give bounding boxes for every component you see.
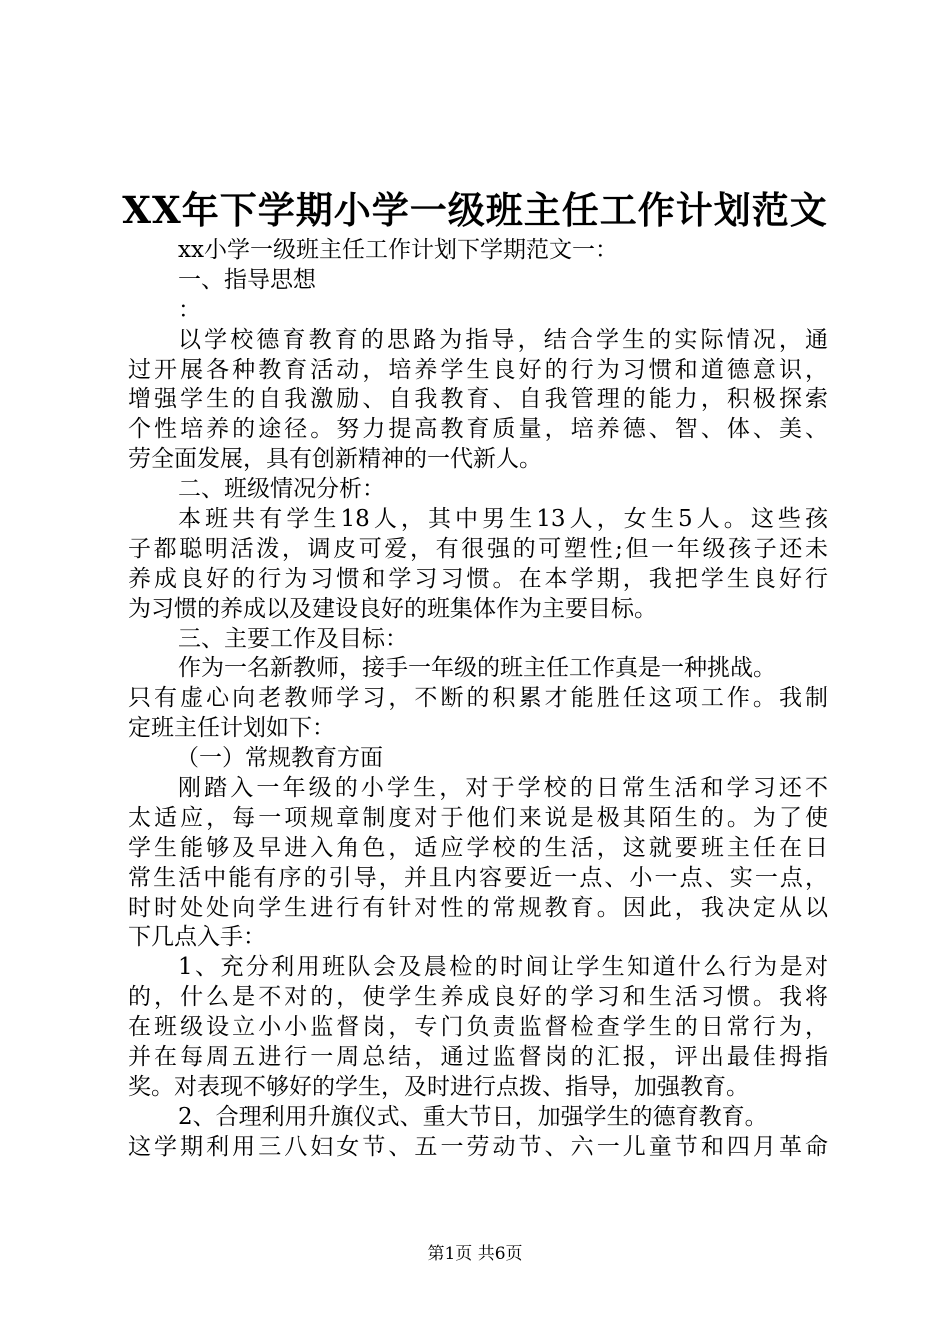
text-line: 1、充分利用班队会及晨检的时间让学生知道什么行为是对	[178, 954, 828, 981]
text-line: 在班级设立小小监督岗，专门负责监督检查学生的日常行为，	[128, 1014, 828, 1041]
document-title: XX年下学期小学一级班主任工作计划范文	[122, 188, 828, 232]
text-line: 学生能够及早进入角色，适应学校的生活，这就要班主任在日	[128, 834, 828, 861]
text-line: 下几点入手：	[128, 924, 266, 951]
text-line: 过开展各种教育活动，培养学生良好的行为习惯和道德意识，	[128, 356, 828, 383]
text-line: 定班主任计划如下：	[128, 715, 335, 742]
text-line: 劳全面发展，具有创新精神的一代新人。	[128, 446, 542, 473]
text-line: 这学期利用三八妇女节、五一劳动节、六一儿童节和四月革命	[128, 1133, 828, 1160]
page-number-footer: 第1页 共6页	[427, 1244, 523, 1264]
section-heading: 三、主要工作及目标：	[178, 625, 408, 652]
text-line: xx小学一级班主任工作计划下学期范文一：	[178, 237, 618, 263]
text-line: 2、合理利用升旗仪式、重大节日，加强学生的德育教育。	[178, 1103, 768, 1130]
text-line: 常生活中能有序的引导，并且内容要近一点、小一点、实一点，	[128, 864, 828, 891]
text-line: 刚踏入一年级的小学生，对于学校的日常生活和学习还不	[178, 775, 828, 802]
text-line: 的，什么是不对的，使学生养成良好的学习和生活习惯。我将	[128, 984, 828, 1011]
text-line: 只有虚心向老教师学习，不断的积累才能胜任这项工作。我制	[128, 685, 828, 712]
text-line: 并在每周五进行一周总结，通过监督岗的汇报，评出最佳拇指	[128, 1044, 828, 1071]
text-line: 太适应，每一项规章制度对于他们来说是极其陌生的。为了使	[128, 804, 828, 831]
text-line: 养成良好的行为习惯和学习习惯。在本学期，我把学生良好行	[128, 565, 828, 592]
text-line: 子都聪明活泼，调皮可爱，有很强的可塑性;但一年级孩子还未	[128, 535, 828, 562]
text-line: 作为一名新教师，接手一年级的班主任工作真是一种挑战。	[178, 655, 776, 682]
document-body	[128, 236, 828, 1163]
text-line: 个性培养的途径。努力提高教育质量，培养德、智、体、美、	[128, 416, 828, 443]
text-line: 奖。对表现不够好的学生，及时进行点拨、指导，加强教育。	[128, 1073, 749, 1100]
subsection-heading: （一）常规教育方面	[176, 745, 383, 772]
text-line: 为习惯的养成以及建设良好的班集体作为主要目标。	[128, 595, 657, 622]
section-heading: 二、班级情况分析：	[178, 476, 385, 503]
text-line: 以学校德育教育的思路为指导，结合学生的实际情况，通	[178, 326, 828, 353]
text-line: 增强学生的自我激励、自我教育、自我管理的能力，积极探索	[128, 386, 828, 413]
text-line: ：	[178, 296, 201, 323]
text-line: 本班共有学生18人，其中男生13人，女生5人。这些孩	[178, 506, 828, 533]
text-line: 时时处处向学生进行有针对性的常规教育。因此，我决定从以	[128, 894, 828, 921]
section-heading: 一、指导思想	[178, 266, 316, 293]
